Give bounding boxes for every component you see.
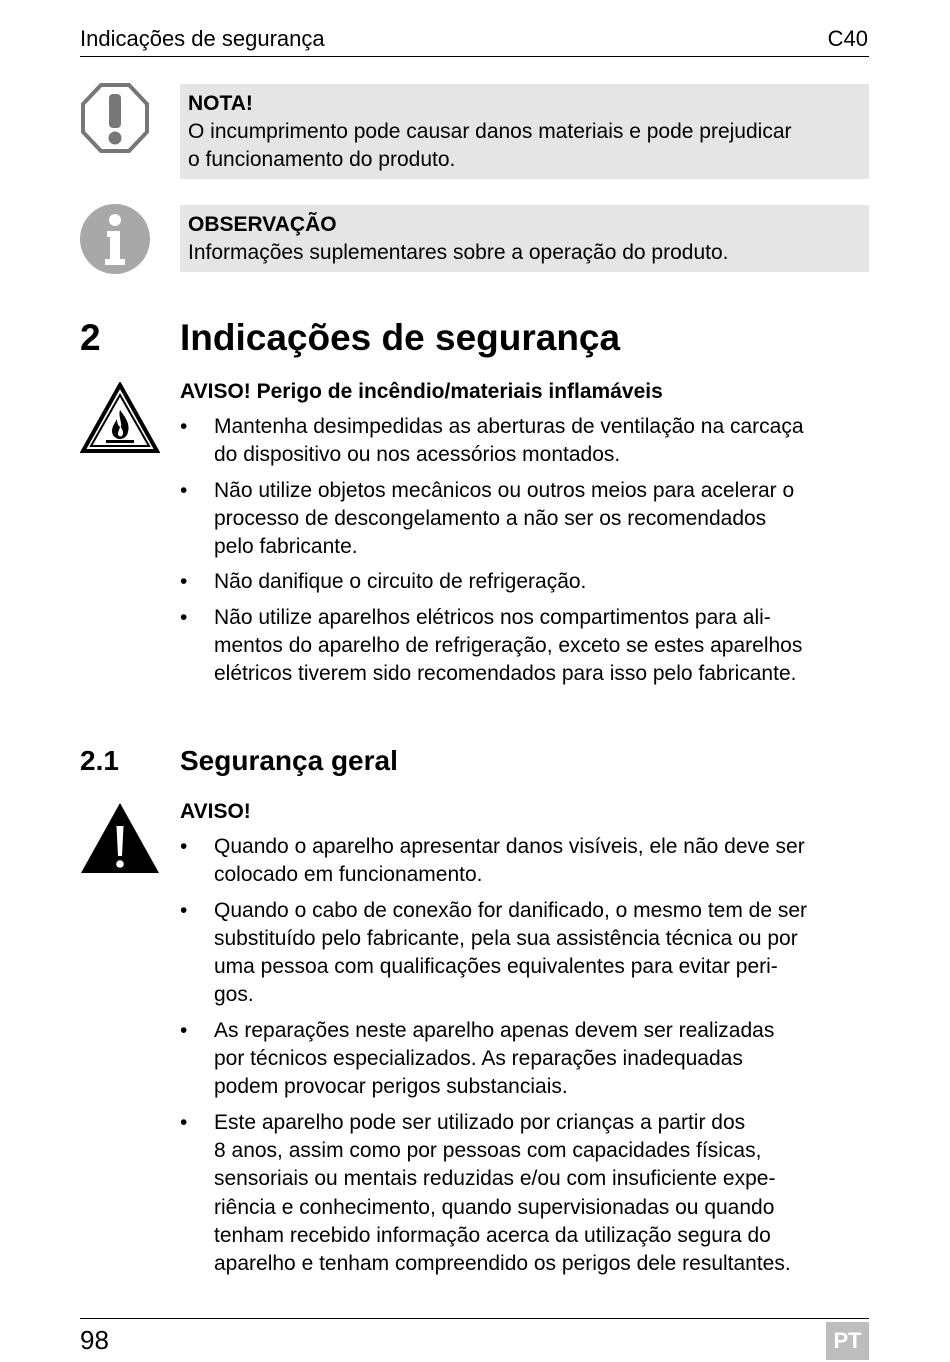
list-item-line: do dispositivo ou nos acessórios montados. bbox=[214, 443, 621, 467]
list-item-line: colocado em funcionamento. bbox=[214, 863, 483, 887]
list-item-line: substituído pelo fabricante, pela sua assistência técnica ou por bbox=[214, 926, 798, 950]
list-item bbox=[180, 413, 870, 470]
bullet-icon: • bbox=[180, 605, 188, 629]
list-item-line: elétricos tiverem sido recomendados para isso pelo fabricante. bbox=[214, 662, 797, 686]
list-item bbox=[180, 833, 870, 890]
bullet-icon: • bbox=[180, 478, 188, 502]
warning-triangle-icon bbox=[80, 802, 160, 874]
list-item-line: As reparações neste aparelho apenas devem ser realizadas bbox=[214, 1018, 775, 1042]
list-item-line: Quando o cabo de conexão for danificado, o mesmo tem de ser bbox=[214, 898, 808, 922]
observation-box bbox=[180, 205, 869, 272]
list-item bbox=[180, 1109, 870, 1279]
exclamation-octagon-icon bbox=[80, 82, 150, 154]
list-item-line: Quando o aparelho apresentar danos visíveis, ele não deve ser bbox=[214, 835, 805, 858]
list-item-line: podem provocar perigos substanciais. bbox=[214, 1075, 568, 1099]
list-item-line: 8 anos, assim como por pessoas com capacidades físicas, bbox=[214, 1138, 762, 1162]
list-item bbox=[180, 1017, 870, 1102]
section-number: 2 bbox=[80, 317, 101, 358]
general-safety-list bbox=[180, 833, 870, 1285]
list-item-line: Mantenha desimpedidas as aberturas de ventilação na carcaça bbox=[214, 415, 804, 438]
list-item-line: Não danifique o circuito de refrigeração. bbox=[214, 570, 587, 594]
list-item-line: Não utilize objetos mecânicos ou outros meios para acelerar o bbox=[214, 478, 795, 502]
subsection-title: Segurança geral bbox=[180, 745, 398, 776]
running-header-title: Indicações de segurança bbox=[80, 26, 325, 51]
fire-safety-list bbox=[180, 413, 870, 696]
footer-rule bbox=[80, 1318, 869, 1319]
bullet-icon: • bbox=[180, 415, 188, 438]
bullet-icon: • bbox=[180, 835, 188, 858]
list-item bbox=[180, 604, 870, 689]
warning-title: AVISO! bbox=[180, 800, 251, 823]
list-item bbox=[180, 477, 870, 562]
list-item-line: por técnicos especializados. As reparações inadequadas bbox=[214, 1047, 743, 1071]
subsection-number: 2.1 bbox=[80, 745, 119, 776]
bullet-icon: • bbox=[180, 898, 188, 922]
info-circle-icon bbox=[80, 204, 150, 274]
header-rule bbox=[80, 56, 869, 57]
list-item-line: Não utilize aparelhos elétricos nos compartimentos para ali- bbox=[214, 605, 771, 629]
running-header-model: C40 bbox=[827, 26, 868, 51]
bullet-icon: • bbox=[180, 1110, 188, 1134]
bullet-icon: • bbox=[180, 570, 188, 594]
list-item-line: uma pessoa com qualificações equivalentes para evitar peri- bbox=[214, 955, 778, 979]
note-line: o funcionamento do produto. bbox=[188, 148, 456, 171]
observation-text: Informações suplementares sobre a operação do produto. bbox=[188, 241, 729, 264]
list-item-line: sensoriais ou mentais reduzidas e/ou com insuficiente expe- bbox=[214, 1167, 776, 1191]
list-item-line: aparelho e tenham compreendido os perigos dele resultantes. bbox=[214, 1252, 791, 1276]
list-item bbox=[180, 897, 870, 1010]
list-item-line: riência e conhecimento, quando supervisionadas ou quando bbox=[214, 1195, 775, 1219]
language-badge: PT bbox=[826, 1322, 869, 1360]
note-line: O incumprimento pode causar danos materiais e pode prejudicar bbox=[188, 120, 792, 143]
note-title: NOTA! bbox=[188, 92, 253, 115]
list-item bbox=[180, 568, 870, 596]
list-item-line: processo de descongelamento a não ser os recomendados bbox=[214, 506, 767, 530]
flammable-warning-icon bbox=[80, 382, 160, 454]
page-number: 98 bbox=[80, 1325, 109, 1355]
note-box bbox=[180, 84, 869, 179]
bullet-icon: • bbox=[180, 1018, 188, 1042]
warning-title: AVISO! Perigo de incêndio/materiais inflamáveis bbox=[180, 380, 663, 403]
observation-title: OBSERVAÇÃO bbox=[188, 213, 337, 236]
section-title: Indicações de segurança bbox=[180, 317, 621, 358]
list-item-line: mentos do aparelho de refrigeração, exceto se estes aparelhos bbox=[214, 634, 803, 658]
list-item-line: Este aparelho pode ser utilizado por crianças a partir dos bbox=[214, 1110, 746, 1134]
list-item-line: tenham recebido informação acerca da utilização segura do bbox=[214, 1223, 771, 1247]
list-item-line: gos. bbox=[214, 983, 254, 1007]
list-item-line: pelo fabricante. bbox=[214, 535, 358, 559]
